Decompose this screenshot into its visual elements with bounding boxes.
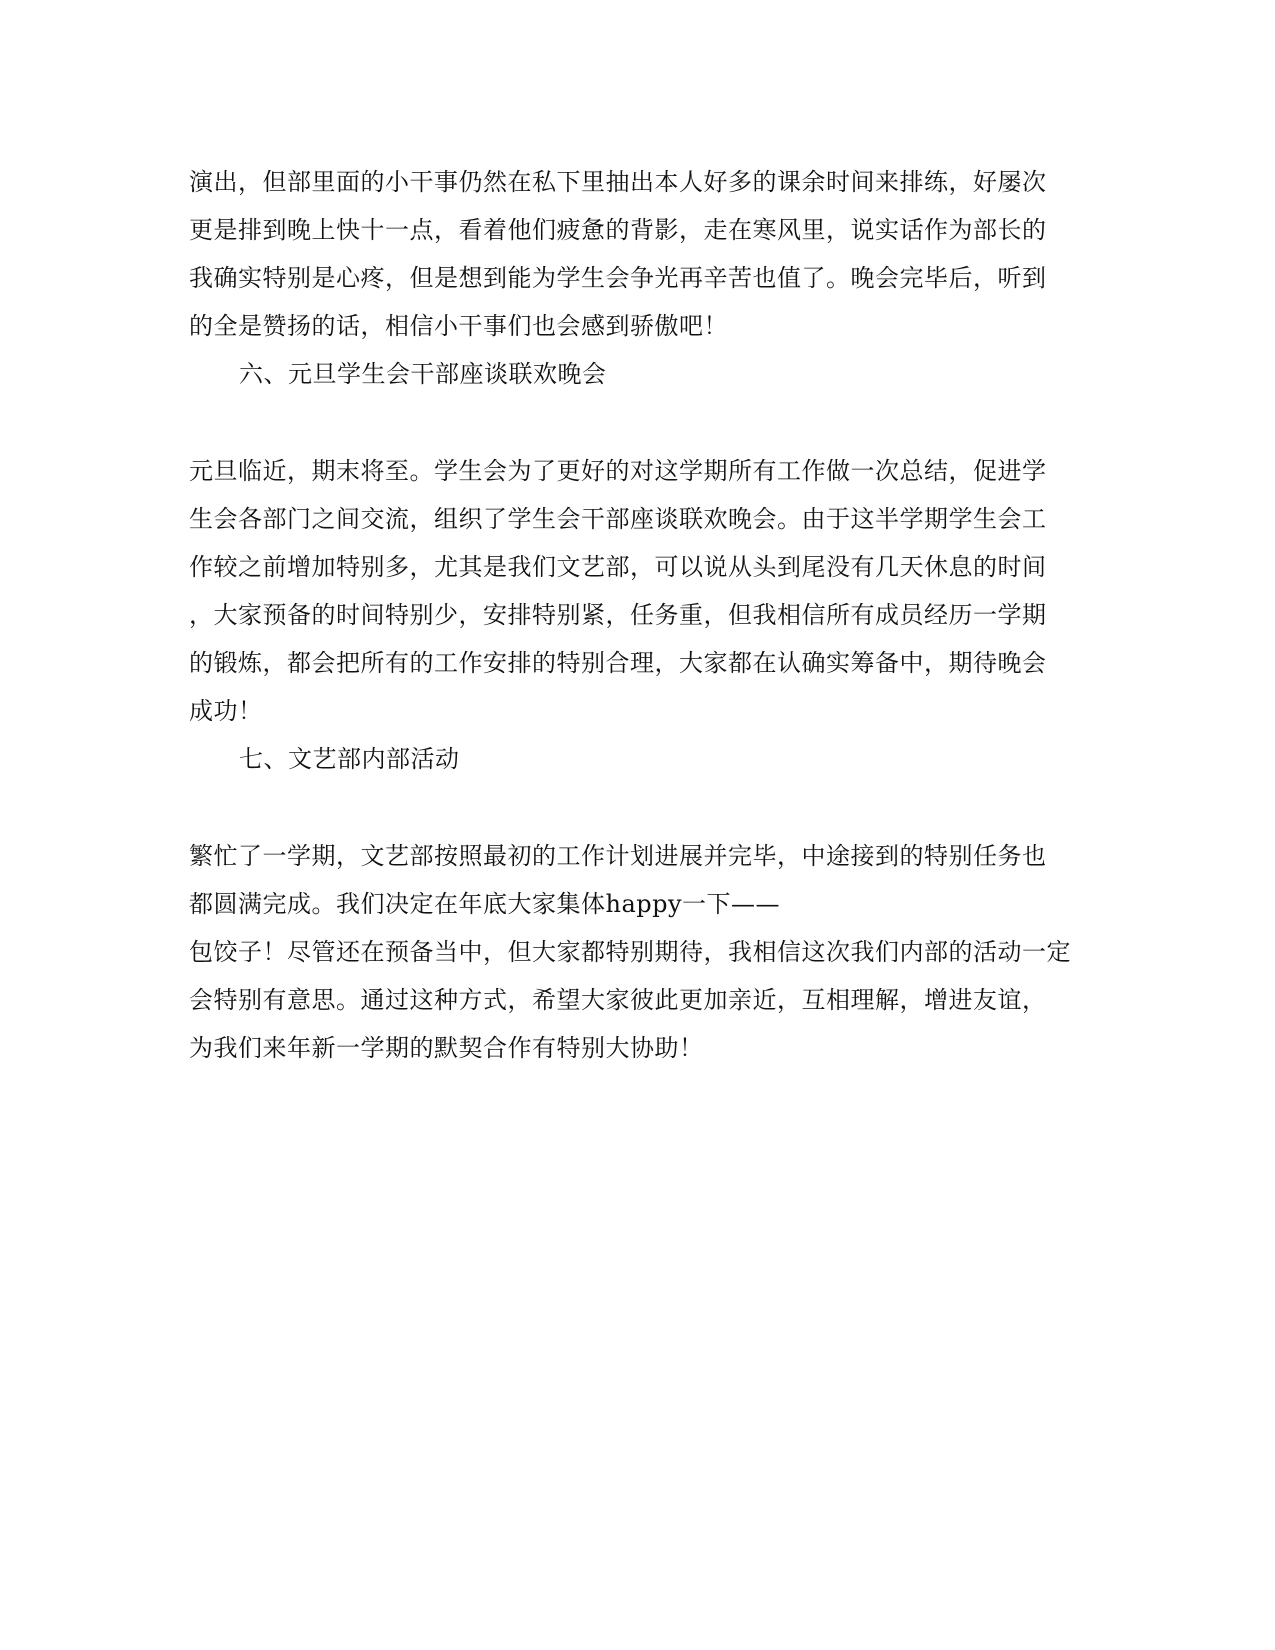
paragraph-line: 元旦临近，期末将至。学生会为了更好的对这学期所有工作做一次总结，促进学 <box>189 457 1047 485</box>
paragraph-line: 生会各部门之间交流，组织了学生会干部座谈联欢晚会。由于这半学期学生会工 <box>189 505 1047 533</box>
paragraph-line: 我确实特别是心疼，但是想到能为学生会争光再辛苦也值了。晚会完毕后，听到 <box>189 264 1047 292</box>
paragraph-line: ，大家预备的时间特别少，安排特别紧，任务重，但我相信所有成员经历一学期 <box>189 601 1047 629</box>
paragraph-line: 的全是赞扬的话，相信小干事们也会感到骄傲吧！ <box>189 312 728 340</box>
paragraph-line: 为我们来年新一学期的默契合作有特别大协助！ <box>189 1034 704 1062</box>
paragraph-line: 会特别有意思。通过这种方式，希望大家彼此更加亲近，互相理解，增进友谊， <box>189 986 1047 1014</box>
paragraph-line: 繁忙了一学期，文艺部按照最初的工作计划进展并完毕，中途接到的特别任务也 <box>189 842 1047 870</box>
section-heading-6: 六、元旦学生会干部座谈联欢晚会 <box>239 360 607 388</box>
paragraph-line: 都圆满完成。我们决定在年底大家集体happy一下—— <box>189 890 781 918</box>
paragraph-line: 作较之前增加特别多，尤其是我们文艺部，可以说从头到尾没有几天休息的时间 <box>189 553 1047 581</box>
section-heading-7: 七、文艺部内部活动 <box>239 745 460 773</box>
paragraph-line: 的锻炼，都会把所有的工作安排的特别合理，大家都在认确实筹备中，期待晚会 <box>189 649 1047 677</box>
paragraph-line: 包饺子！尽管还在预备当中，但大家都特别期待，我相信这次我们内部的活动一定 <box>189 938 1071 966</box>
paragraph-line: 演出，但部里面的小干事仍然在私下里抽出本人好多的课余时间来排练，好屡次 <box>189 168 1047 196</box>
paragraph-line: 更是排到晚上快十一点，看着他们疲惫的背影，走在寒风里，说实话作为部长的 <box>189 216 1047 244</box>
paragraph-line: 成功！ <box>189 697 263 725</box>
